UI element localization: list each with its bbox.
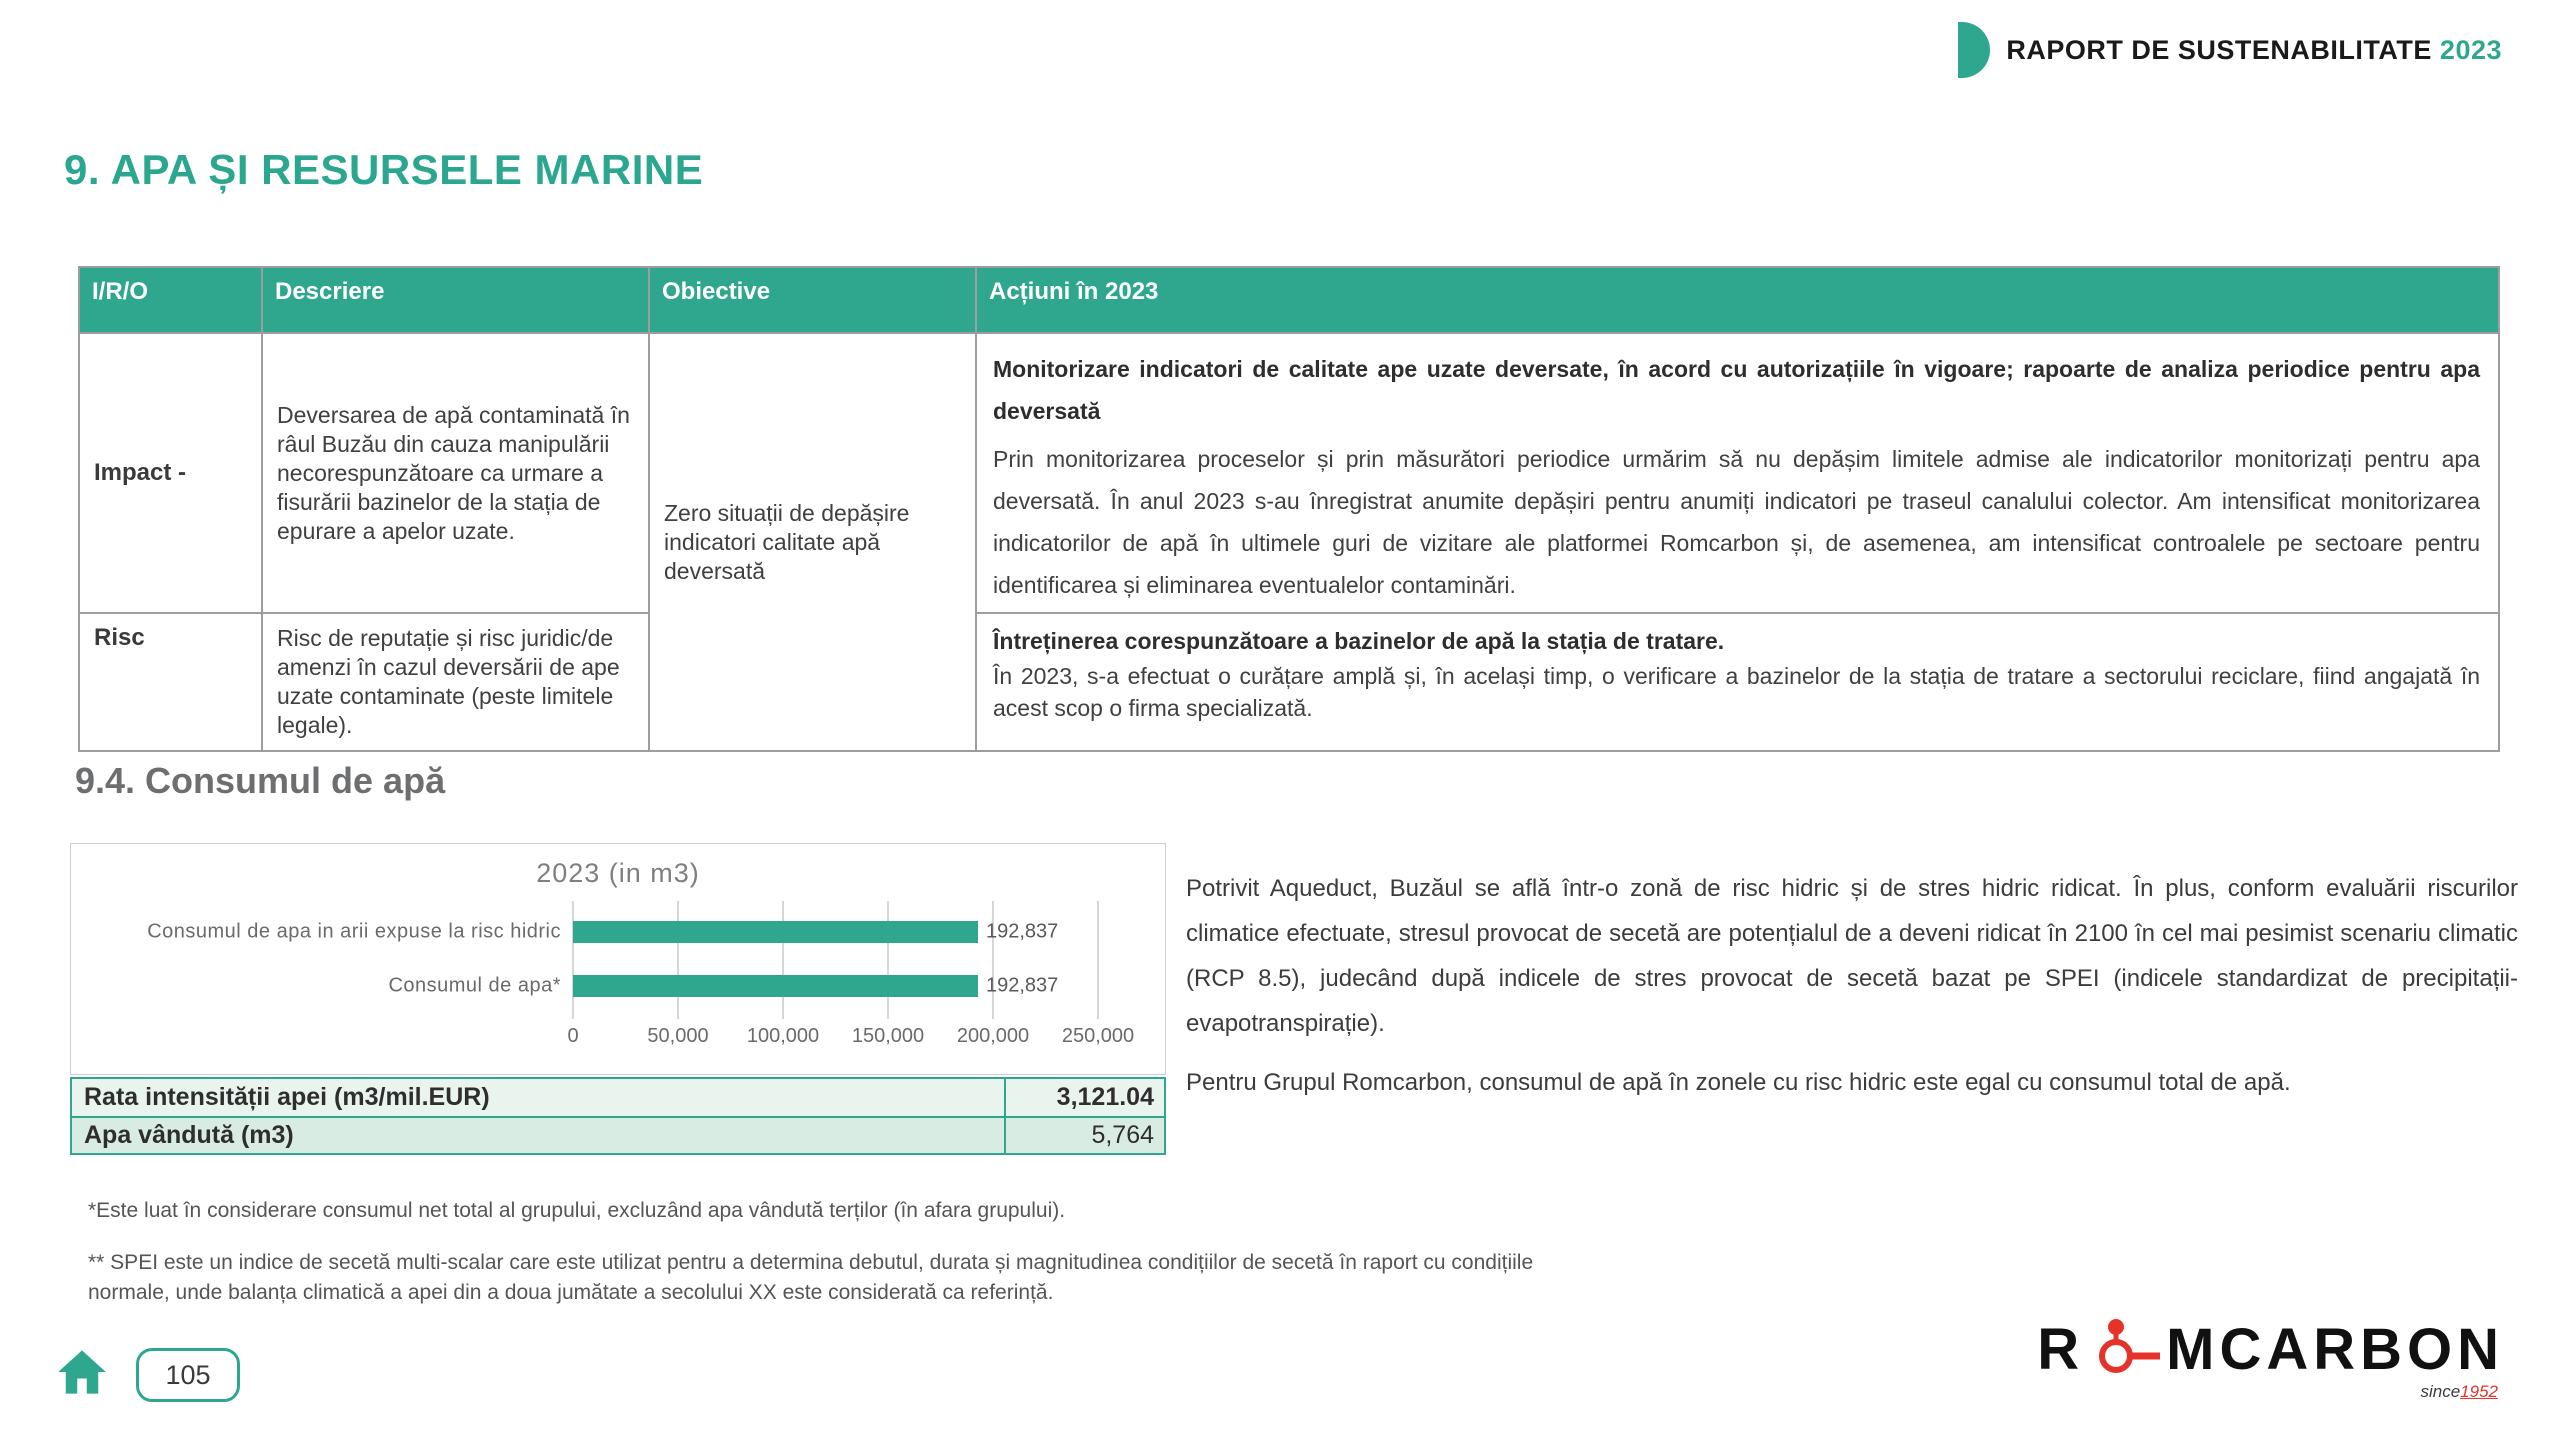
chart-category-label: Consumul de apa in arii expuse la risc hidric	[147, 920, 561, 943]
paragraph-group-consumption: Pentru Grupul Romcarbon, consumul de apă în zonele cu risc hidric este egal cu consumul total de apă.	[1186, 1069, 2291, 1096]
page-number: 105	[165, 1359, 211, 1390]
cell-iro-risc: Risc	[79, 613, 262, 751]
chart-xaxis	[567, 1025, 1135, 1051]
actiuni-impact-heading: Monitorizare indicatori de calitate ape uzate deversate, în acord cu autorizațiile în vigoare; rapoarte de analiza periodice pentru apa deversată	[993, 356, 2480, 424]
chart-gridline	[887, 901, 889, 1019]
report-brand-icon	[1958, 22, 1990, 78]
report-header	[1958, 22, 2502, 78]
chart-tick-label: 150,000	[851, 1025, 925, 1047]
chart-title: 2023 (in m3)	[536, 858, 700, 888]
paragraph-water-risk: Potrivit Aqueduct, Buzăul se află într-o zonă de risc hidric și de stres hidric ridicat. În plus, conform evaluării riscurilor climatice efectuate, stresul provocat de secetă are potențialul de a deveni ridicat în 2100 în cel mai pesimist scenariu climatic (RCP 8.5), judecând după indicele de stres provocat de secetă bazat pe SPEI (indicele standardizat de precipitații-evapotranspirație).	[1186, 875, 2518, 1037]
home-icon	[56, 1346, 108, 1398]
report-header-year: 2023	[2439, 34, 2502, 65]
right-text-column	[1186, 866, 2518, 1105]
chart-tick-label: 250,000	[1061, 1025, 1135, 1047]
chart-plot	[573, 901, 1098, 1019]
metric-label-intensity: Rata intensității apei (m3/mil.EUR)	[84, 1083, 490, 1111]
actiuni-risc-body: În 2023, s-a efectuat o curățare amplă și, în același timp, o verificare a bazinelor de la stația de tratare a sectorului reciclare, fiind angajată în acest scop o firma specializată.	[993, 663, 2480, 721]
metric-value-sold-water: 5,764	[1004, 1118, 1164, 1153]
chart-gridline	[677, 901, 679, 1019]
col-header-obiective: Obiective	[649, 267, 976, 333]
iro-table	[78, 266, 2500, 752]
table-row	[72, 1116, 1164, 1153]
metric-label-sold-water: Apa vândută (m3)	[84, 1121, 294, 1149]
chart-tick-label: 50,000	[647, 1025, 709, 1047]
cell-descriere-impact: Deversarea de apă contaminată în râul Buzău din cauza manipulării necorespunzătoare ca urmare a fisurării bazinelor de la stația de epurare a apelor uzate.	[262, 333, 649, 613]
section-title: 9.4. Consumul de apă	[75, 760, 446, 801]
chart-gridline	[1097, 901, 1099, 1019]
page-title: 9. APA ȘI RESURSELE MARINE	[64, 146, 704, 193]
chart-bar	[573, 975, 978, 997]
col-header-descriere: Descriere	[262, 267, 649, 333]
logo-since-word: since	[2420, 1382, 2461, 1401]
col-header-actiuni: Acțiuni în 2023	[976, 267, 2499, 333]
chart-bar	[573, 921, 978, 943]
logo-letters-mcarbon: MCARBON	[2166, 1317, 2504, 1382]
chart-bar-value: 192,837	[985, 920, 1059, 943]
footnotes	[88, 1196, 1548, 1308]
cell-actiuni-risc	[976, 613, 2499, 751]
table-row	[79, 333, 2499, 613]
chart-tick-label: 0	[567, 1025, 579, 1047]
footnote-2: ** SPEI este un indice de secetă multi-scalar care este utilizat pentru a determina debutul, durata și magnitudinea condițiilor de secetă în raport cu condițiile normale, unde balanța climatică a apei din a doua jumătate a secolului XX este considerată ca referință.	[88, 1251, 1534, 1304]
chart-tick-label: 200,000	[956, 1025, 1030, 1047]
metric-value-intensity: 3,121.04	[1004, 1079, 1164, 1116]
report-header-title	[2006, 35, 2502, 66]
chart-body	[71, 901, 1165, 1051]
cell-iro-impact: Impact -	[79, 333, 262, 613]
logo-letter-r: R	[2037, 1317, 2085, 1382]
molecule-icon	[2086, 1318, 2164, 1382]
chart-category-labels	[91, 901, 561, 1019]
chart-gridline	[572, 901, 574, 1019]
iro-table-header-row	[79, 267, 2499, 333]
chart-bar-value: 192,837	[985, 974, 1059, 997]
page-number-badge	[136, 1348, 240, 1402]
logo-since-year: 1952	[2460, 1382, 2498, 1401]
table-row	[79, 613, 2499, 751]
table-row	[72, 1079, 1164, 1116]
report-header-label: RAPORT DE SUSTENABILITATE	[2006, 34, 2432, 65]
cell-descriere-risc: Risc de reputație și risc juridic/de amenzi în cazul deversării de ape uzate contaminate (peste limitele legale).	[262, 613, 649, 751]
romcarbon-logo	[2037, 1318, 2504, 1402]
logo-since	[2037, 1382, 2498, 1402]
water-metrics-table	[70, 1077, 1166, 1155]
footnote-1: *Este luat în considerare consumul net total al grupului, excluzând apa vândută terților (în afara grupului).	[88, 1199, 1066, 1222]
actiuni-risc-heading: Întreținerea corespunzătoare a bazinelor de apă la stația de tratare.	[993, 628, 1725, 654]
chart-gridline	[992, 901, 994, 1019]
cell-actiuni-impact	[976, 333, 2499, 613]
col-header-iro: I/R/O	[79, 267, 262, 333]
home-button[interactable]	[56, 1346, 108, 1398]
cell-obiective: Zero situații de depășire indicatori calitate apă deversată	[649, 333, 976, 751]
chart-category-label: Consumul de apa*	[388, 974, 561, 997]
actiuni-impact-body: Prin monitorizarea proceselor și prin măsurători periodice urmărim să nu depășim limitele admise ale indicatorilor monitorizați pentru apa deversată. În anul 2023 s-au înregistrat anumite depășiri pentru anumiți indicatori pe traseul canalului colector. Am intensificat monitorizarea indicatorilor de apă în ultimele guri de vizitare ale platformei Romcarbon și, de asemenea, am intensificat controalele pe sectoare pentru identificarea și eliminarea eventualelor contaminări.	[993, 446, 2480, 598]
chart-gridline	[782, 901, 784, 1019]
water-consumption-chart	[70, 843, 1166, 1075]
chart-tick-label: 100,000	[746, 1025, 820, 1047]
